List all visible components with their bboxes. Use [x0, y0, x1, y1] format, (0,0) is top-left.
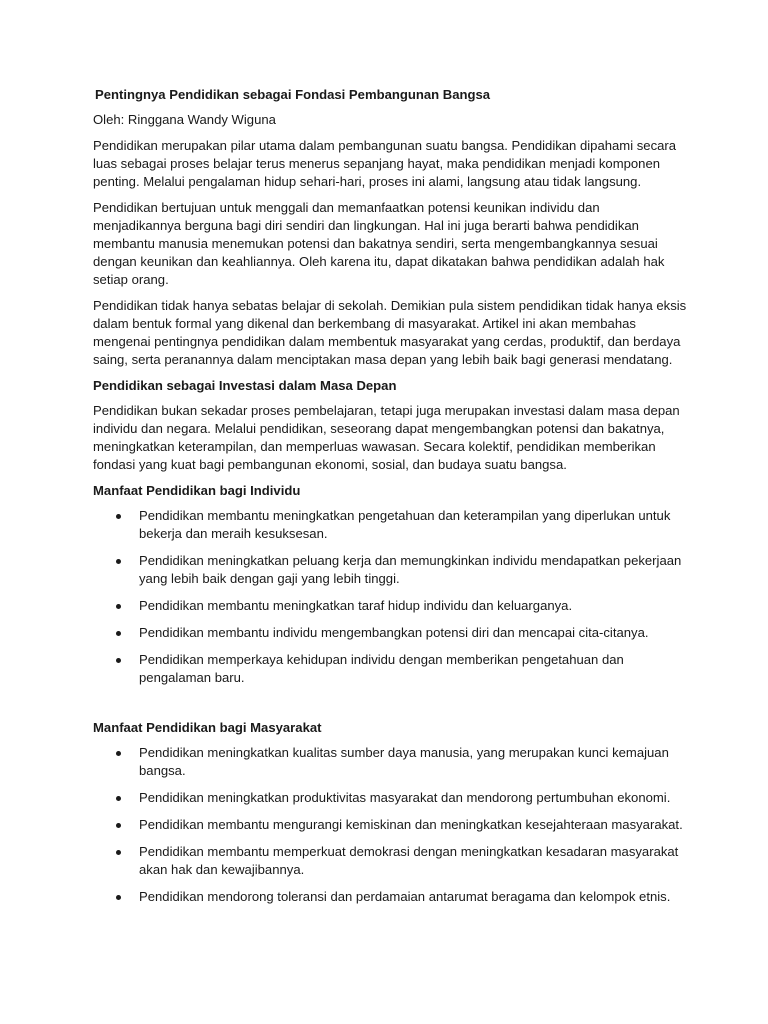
bullet-icon [116, 658, 121, 663]
section-heading-individu: Manfaat Pendidikan bagi Individu [93, 483, 301, 498]
bullet-icon [116, 850, 121, 855]
bullet-icon [116, 796, 121, 801]
list-item-text: Pendidikan meningkatkan kualitas sumber daya manusia, yang merupakan kunci kemajuan bangsa. [139, 745, 669, 778]
bullet-icon [116, 631, 121, 636]
intro-paragraph-1: Pendidikan merupakan pilar utama dalam pembangunan suatu bangsa. Pendidikan dipahami secara luas sebagai proses belajar terus menerus sepanjang hayat, maka pendidikan menjadi komponen penting. Melalui pengalaman hidup sehari-hari, proses ini alami, langsung atau tidak langsung. [93, 138, 677, 189]
document-title: Pentingnya Pendidikan sebagai Fondasi Pembangunan Bangsa [95, 87, 491, 102]
bullet-icon [116, 751, 121, 756]
list-item [93, 597, 689, 615]
list-item [93, 789, 689, 807]
section-paragraph-investasi: Pendidikan bukan sekadar proses pembelajaran, tetapi juga merupakan investasi dalam masa depan individu dan negara. Melalui pendidikan, seseorang dapat mengembangkan potensi dan bakatnya, meningkatkan keterampilan, dan memperluas wawasan. Secara kolektif, pendidikan memberikan fondasi yang kuat bagi pembangunan ekonomi, sosial, dan budaya suatu bangsa. [93, 403, 680, 472]
list-item-text: Pendidikan memperkaya kehidupan individu dengan memberikan pengetahuan dan pengalaman baru. [139, 652, 624, 685]
list-item-text: Pendidikan membantu meningkatkan pengetahuan dan keterampilan yang diperlukan untuk bekerja dan meraih kesuksesan. [139, 508, 671, 541]
list-item-text: Pendidikan membantu mengurangi kemiskinan dan meningkatkan kesejahteraan masyarakat. [139, 817, 683, 832]
benefit-list-individu [93, 507, 689, 687]
list-item-text: Pendidikan membantu memperkuat demokrasi dengan meningkatkan kesadaran masyarakat akan hak dan kewajibannya. [139, 844, 679, 877]
list-item [93, 651, 689, 687]
list-item [93, 816, 689, 834]
list-item [93, 888, 689, 906]
document-page [93, 86, 689, 915]
benefit-list-masyarakat [93, 744, 689, 906]
list-item-text: Pendidikan meningkatkan peluang kerja dan memungkinkan individu mendapatkan pekerjaan yang lebih baik dengan gaji yang lebih tinggi. [139, 553, 682, 586]
section-heading-masyarakat: Manfaat Pendidikan bagi Masyarakat [93, 720, 322, 735]
list-item-text: Pendidikan meningkatkan produktivitas masyarakat dan mendorong pertumbuhan ekonomi. [139, 790, 671, 805]
bullet-icon [116, 514, 121, 519]
bullet-icon [116, 604, 121, 609]
bullet-icon [116, 823, 121, 828]
bullet-icon [116, 895, 121, 900]
list-item [93, 507, 689, 543]
intro-paragraph-2: Pendidikan bertujuan untuk menggali dan memanfaatkan potensi keunikan individu dan menjadikannya berguna bagi diri sendiri dan lingkungan. Hal ini juga berarti bahwa pendidikan membantu manusia menemukan potensi dan bakatnya sendiri, serta mengembangkannya sesuai dengan keunikan dan keahliannya. Oleh karena itu, dapat dikatakan bahwa pendidikan adalah hak setiap orang. [93, 200, 665, 287]
bullet-icon [116, 559, 121, 564]
list-item [93, 744, 689, 780]
list-item-text: Pendidikan mendorong toleransi dan perdamaian antarumat beragama dan kelompok etnis. [139, 889, 671, 904]
list-item [93, 624, 689, 642]
section-heading-investasi: Pendidikan sebagai Investasi dalam Masa Depan [93, 378, 397, 393]
section-spacer [93, 696, 689, 719]
list-item [93, 843, 689, 879]
list-item-text: Pendidikan membantu meningkatkan taraf hidup individu dan keluarganya. [139, 598, 573, 613]
intro-paragraph-3: Pendidikan tidak hanya sebatas belajar di sekolah. Demikian pula sistem pendidikan tidak hanya eksis dalam bentuk formal yang dikenal dan berkembang di masyarakat. Artikel ini akan membahas mengenai pentingnya pendidikan dalam membentuk masyarakat yang cerdas, produktif, dan berdaya saing, serta peranannya dalam menciptakan masa depan yang lebih baik bagi generasi mendatang. [93, 298, 687, 367]
list-item [93, 552, 689, 588]
document-author: Oleh: Ringgana Wandy Wiguna [93, 112, 276, 127]
list-item-text: Pendidikan membantu individu mengembangkan potensi diri dan mencapai cita-citanya. [139, 625, 649, 640]
